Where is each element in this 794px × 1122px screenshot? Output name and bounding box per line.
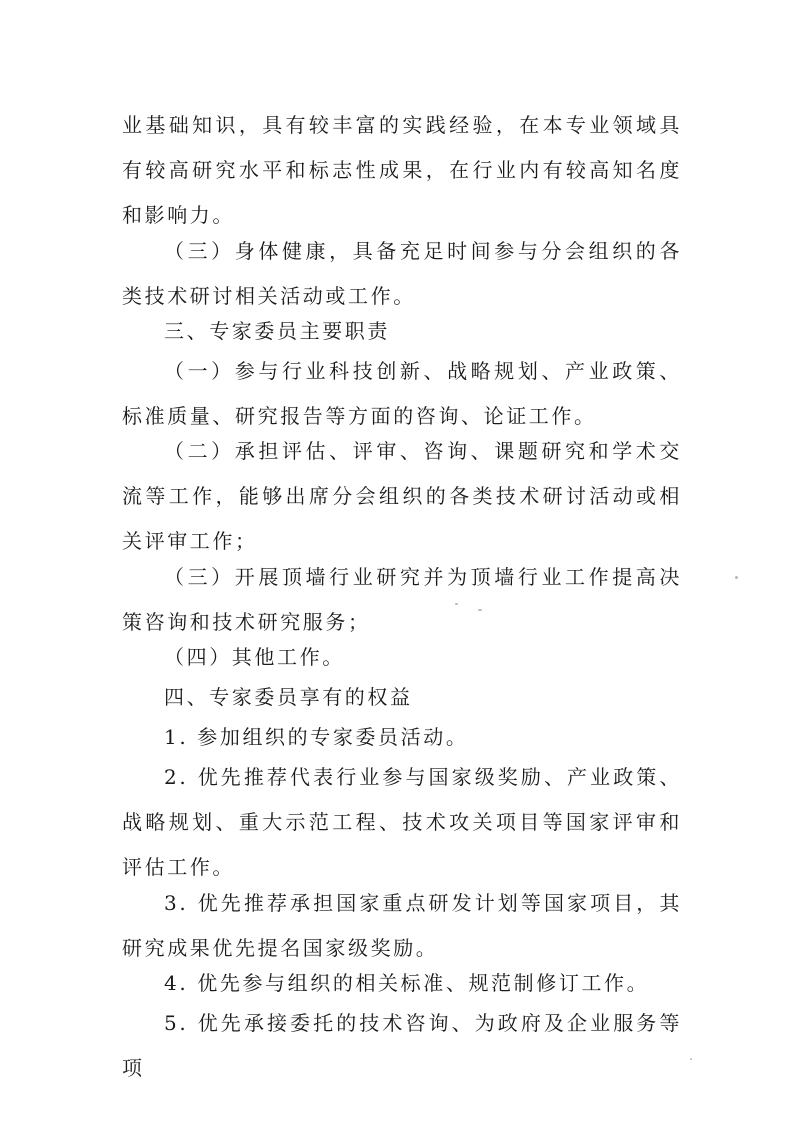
section-heading-duties: 三、专家委员主要职责: [164, 319, 390, 343]
scan-speck: [735, 576, 738, 579]
paragraph-right-5: 5. 优先承接委托的技术咨询、为政府及企业服务等项: [122, 1011, 682, 1080]
paragraph-continuation: 业基础知识，具有较丰富的实践经验，在本专业领域具有较高研究水平和标志性成果，在行业内有较高知名度和影响力。: [122, 113, 682, 227]
paragraph-requirement-3: （三）身体健康，具备充足时间参与分会组织的各类技术研讨相关活动或工作。: [122, 239, 682, 308]
scan-speck: [478, 609, 482, 611]
paragraph-duty-4: （四）其他工作。: [164, 645, 345, 669]
scan-speck: [690, 1058, 692, 1060]
paragraph-right-1: 1. 参加组织的专家委员活动。: [164, 725, 469, 749]
paragraph-duty-1: （一）参与行业科技创新、战略规划、产业政策、标准质量、研究报告等方面的咨询、论证工作。: [122, 359, 682, 428]
paragraph-right-4: 4. 优先参与组织的相关标准、规范制修订工作。: [164, 971, 650, 995]
scan-speck: [455, 603, 458, 605]
paragraph-duty-2: （二）承担评估、评审、咨询、课题研究和学术交流等工作，能够出席分会组织的各类技术研讨活动或相关评审工作；: [122, 439, 682, 553]
section-heading-rights: 四、专家委员享有的权益: [164, 685, 413, 709]
paragraph-right-2: 2. 优先推荐代表行业参与国家级奖励、产业政策、战略规划、重大示范工程、技术攻关项目等国家评审和评估工作。: [122, 765, 682, 879]
paragraph-duty-3: （三）开展顶墙行业研究并为顶墙行业工作提高决策咨询和技术研究服务；: [122, 565, 682, 634]
paragraph-right-3: 3. 优先推荐承担国家重点研发计划等国家项目，其研究成果优先提名国家级奖励。: [122, 891, 682, 960]
